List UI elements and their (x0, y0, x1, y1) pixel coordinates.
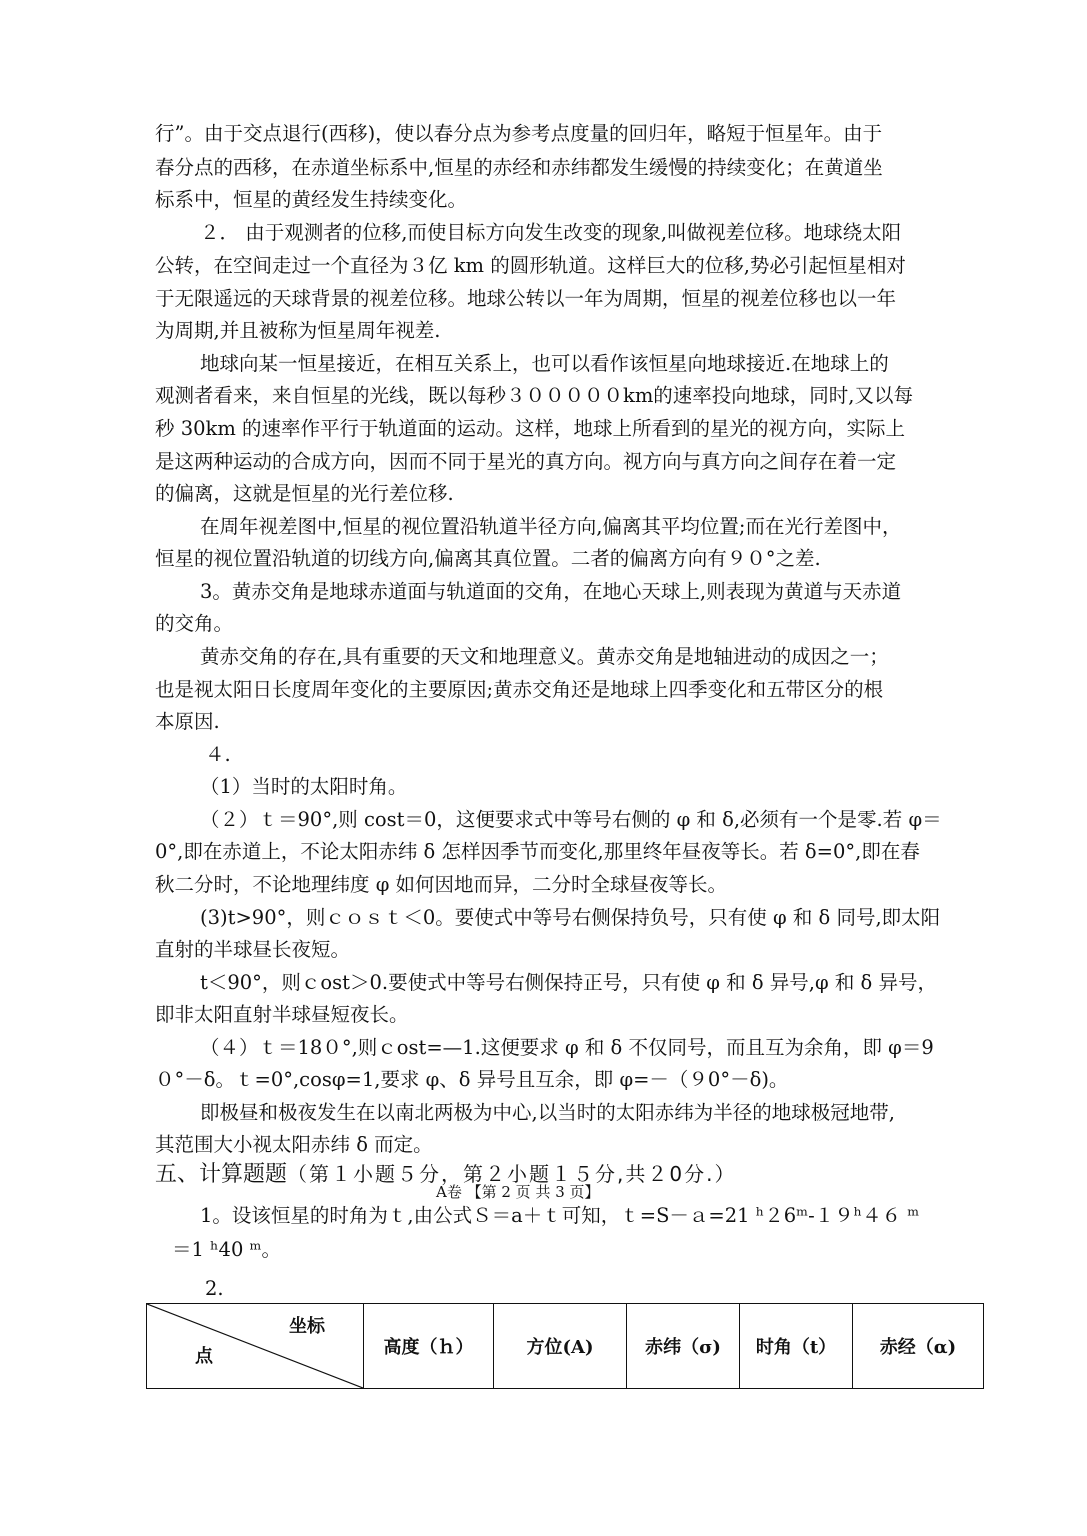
text-line: 秒 30km 的速率作平行于轨道面的运动。这样，地球上所看到的星光的视方向，实际上 (155, 417, 906, 440)
coordinate-table (146, 1303, 984, 1389)
section-title: 五、计算题题 (155, 1162, 288, 1187)
text-line: 的交角。 (155, 612, 234, 635)
header-azimuth: 方位(A) (494, 1304, 627, 1389)
text-line: 是这两种运动的合成方向，因而不同于星光的真方向。视方向与真方向之间存在着一定 (155, 450, 897, 473)
header-right-ascension: 赤经（α) (853, 1304, 984, 1389)
text-line: （1）当时的太阳时角。 (200, 775, 408, 798)
header-declination: 赤纬（σ) (627, 1304, 740, 1389)
text-line: 黄赤交角的存在,具有重要的天文和地理意义。黄赤交角是地轴进动的成因之一； (200, 645, 889, 668)
text-line: （４）ｔ＝18０°,则ｃost=—1.这便要求 φ 和 δ 不仅同号，而且互为余角，即 φ＝9 (200, 1036, 934, 1059)
text-line: 直射的半球昼长夜短。 (155, 938, 351, 961)
text-line: (3)t>90°，则ｃｏｓｔ＜0。要使式中等号右侧保持负号，只有使 φ 和 δ 同号,即太阳 (200, 906, 941, 929)
corner-label-coordinate: 坐标 (289, 1316, 325, 1337)
text-line: t＜90°，则ｃost＞0.要使式中等号右侧保持正号，只有使 φ 和 δ 异号,φ 和 δ 异号， (200, 971, 937, 994)
corner-label-point: 点 (195, 1346, 213, 1367)
diagonal-line (147, 1304, 363, 1388)
calc-line: 2. (205, 1277, 224, 1300)
text-line: 地球向某一恒星接近，在相互关系上，也可以看作该恒星向地球接近.在地球上的 (200, 352, 889, 375)
text-line: 观测者看来，来自恒星的光线，既以每秒３０００００km的速率投向地球，同时,又以每 (155, 384, 914, 407)
text-line: 于无限遥远的天球背景的视差位移。地球公转以一年为周期，恒星的视差位移也以一年 (155, 287, 897, 310)
calc-line: ＝1 ʰ40 ᵐ。 (172, 1238, 282, 1261)
text-line: （２）ｔ＝90°,则 cost＝0，这便要求式中等号右侧的 φ 和 δ,必须有一个是零.若 φ＝ (200, 808, 942, 831)
text-line: 0°,即在赤道上，不论太阳赤纬 δ 怎样因季节而变化,那里终年昼夜等长。若 δ=0°,即在春 (155, 840, 920, 863)
text-line: 春分点的西移，在赤道坐标系中,恒星的赤经和赤纬都发生缓慢的持续变化；在黄道坐 (155, 156, 883, 179)
header-hour-angle: 时角（t） (740, 1304, 853, 1389)
text-line: ０°－δ。ｔ=0°,cosφ=1,要求 φ、δ 异号且互余，即 φ=－（９0°－δ)。 (155, 1068, 789, 1091)
text-line: 标系中，恒星的黄经发生持续变化。 (155, 188, 468, 211)
text-line: 其范围大小视太阳赤纬 δ 而定。 (155, 1133, 433, 1156)
text-line: 公转，在空间走过一个直径为３亿 km 的圆形轨道。这样巨大的位移,势必引起恒星相对 (155, 254, 906, 277)
calc-line: 1。设该恒星的时角为ｔ,由公式Ｓ＝a＋ｔ可知，ｔ=S－ａ=21 ʰ２6ᵐ-１９ʰ４６ ᵐ (200, 1204, 920, 1227)
section-detail: （第１小题５分，第２小题１５分,共２0分.） (287, 1162, 737, 1186)
text-line: 在周年视差图中,恒星的视位置沿轨道半径方向,偏离其平均位置;而在光行差图中， (200, 515, 902, 538)
text-line: ２． 由于观测者的位移,而使目标方向发生改变的现象,叫做视差位移。地球绕太阳 (200, 221, 902, 244)
text-line: 秋二分时，不论地理纬度 φ 如何因地而异，二分时全球昼夜等长。 (155, 873, 728, 896)
text-line: 3。黄赤交角是地球赤道面与轨道面的交角，在地心天球上,则表现为黄道与天赤道 (200, 580, 902, 603)
text-line: ４. (205, 743, 231, 766)
text-line: 也是视太阳日长度周年变化的主要原因;黄赤交角还是地球上四季变化和五带区分的根 (155, 678, 884, 701)
page-footer: A卷 【第 2 页 共 3 页】 (436, 1183, 600, 1201)
text-line: 恒星的视位置沿轨道的切线方向,偏离其真位置。二者的偏离方向有９０°之差. (155, 547, 821, 570)
text-line: 的偏离，这就是恒星的光行差位移. (155, 482, 454, 505)
table-header-row (147, 1304, 984, 1389)
table-corner-cell (147, 1304, 364, 1389)
text-line: 即极昼和极夜发生在以南北两极为中心,以当时的太阳赤纬为半径的地球极冠地带, (200, 1101, 895, 1124)
header-altitude: 高度（ｈ） (364, 1304, 494, 1389)
text-line: 本原因. (155, 710, 220, 733)
text-line: 即非太阳直射半球昼短夜长。 (155, 1003, 409, 1026)
text-line: 为周期,并且被称为恒星周年视差. (155, 319, 441, 342)
text-line: 行”。由于交点退行(西移)，使以春分点为参考点度量的回归年，略短于恒星年。由于 (155, 122, 883, 145)
